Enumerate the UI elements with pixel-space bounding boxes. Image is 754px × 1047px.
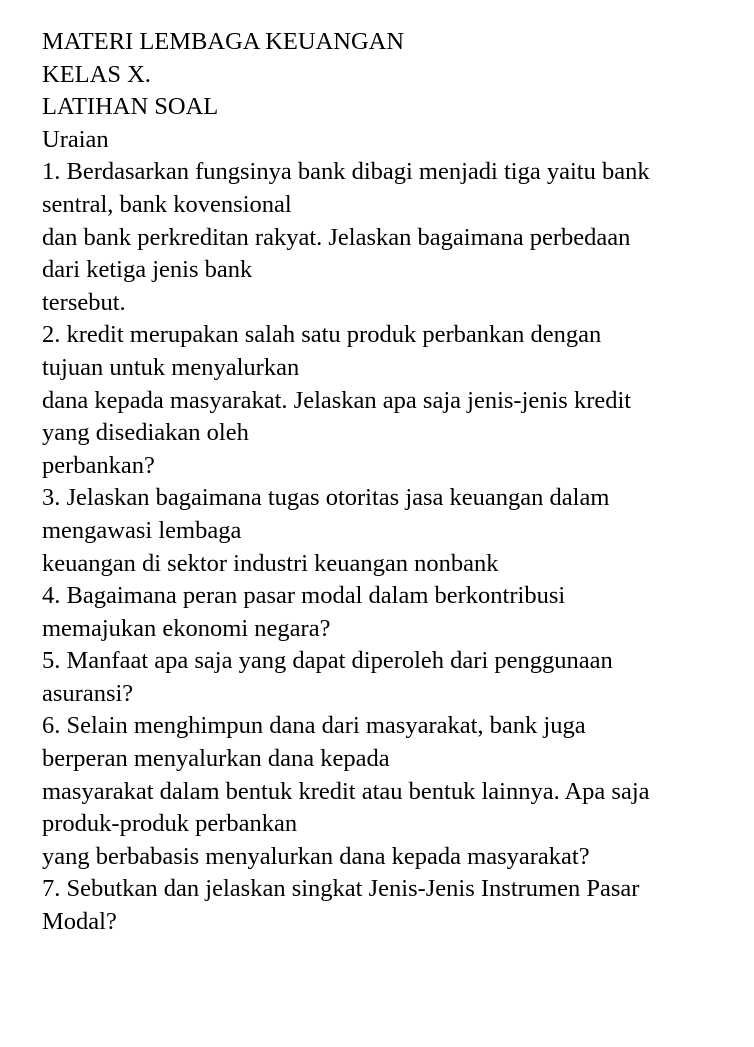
question-line: masyarakat dalam bentuk kredit atau bentuk lainnya. Apa saja bbox=[42, 777, 650, 805]
class-label: KELAS X. bbox=[42, 60, 151, 88]
question-line: 6. Selain menghimpun dana dari masyarakat, bank juga bbox=[42, 712, 586, 740]
question-line: sentral, bank kovensional bbox=[42, 190, 292, 218]
question-line: dana kepada masyarakat. Jelaskan apa saja jenis-jenis kredit bbox=[42, 386, 632, 414]
question-line: memajukan ekonomi negara? bbox=[42, 614, 331, 642]
question-line: Modal? bbox=[42, 908, 117, 936]
question-line: 4. Bagaimana peran pasar modal dalam berkontribusi bbox=[42, 582, 566, 610]
question-line: asuransi? bbox=[42, 679, 134, 707]
question-5 bbox=[42, 645, 748, 710]
question-line: tersebut. bbox=[42, 288, 126, 316]
question-2 bbox=[42, 319, 748, 482]
question-1 bbox=[42, 156, 748, 319]
question-line: tujuan untuk menyalurkan bbox=[42, 353, 300, 381]
question-line: 7. Sebutkan dan jelaskan singkat Jenis-Jenis Instrumen Pasar bbox=[42, 875, 640, 903]
question-line: 3. Jelaskan bagaimana tugas otoritas jasa keuangan dalam bbox=[42, 484, 610, 512]
document-body bbox=[42, 26, 748, 939]
question-3 bbox=[42, 482, 748, 580]
question-line: keuangan di sektor industri keuangan nonbank bbox=[42, 549, 499, 577]
question-line: perbankan? bbox=[42, 451, 155, 479]
question-7 bbox=[42, 873, 748, 938]
document-title: MATERI LEMBAGA KEUANGAN bbox=[42, 28, 405, 55]
question-4 bbox=[42, 580, 748, 645]
question-type-label: Uraian bbox=[42, 125, 109, 153]
section-heading: LATIHAN SOAL bbox=[42, 93, 219, 121]
question-6 bbox=[42, 710, 748, 873]
question-line: 1. Berdasarkan fungsinya bank dibagi menjadi tiga yaitu bank bbox=[42, 158, 650, 186]
question-line: produk-produk perbankan bbox=[42, 810, 298, 838]
question-line: yang berbabasis menyalurkan dana kepada masyarakat? bbox=[42, 842, 590, 870]
question-line: 2. kredit merupakan salah satu produk perbankan dengan bbox=[42, 321, 602, 349]
question-line: dan bank perkreditan rakyat. Jelaskan bagaimana perbedaan bbox=[42, 223, 631, 251]
question-line: mengawasi lembaga bbox=[42, 516, 242, 544]
question-line: berperan menyalurkan dana kepada bbox=[42, 745, 390, 773]
question-line: 5. Manfaat apa saja yang dapat diperoleh dari penggunaan bbox=[42, 647, 613, 675]
question-line: yang disediakan oleh bbox=[42, 419, 249, 447]
question-line: dari ketiga jenis bank bbox=[42, 256, 253, 284]
